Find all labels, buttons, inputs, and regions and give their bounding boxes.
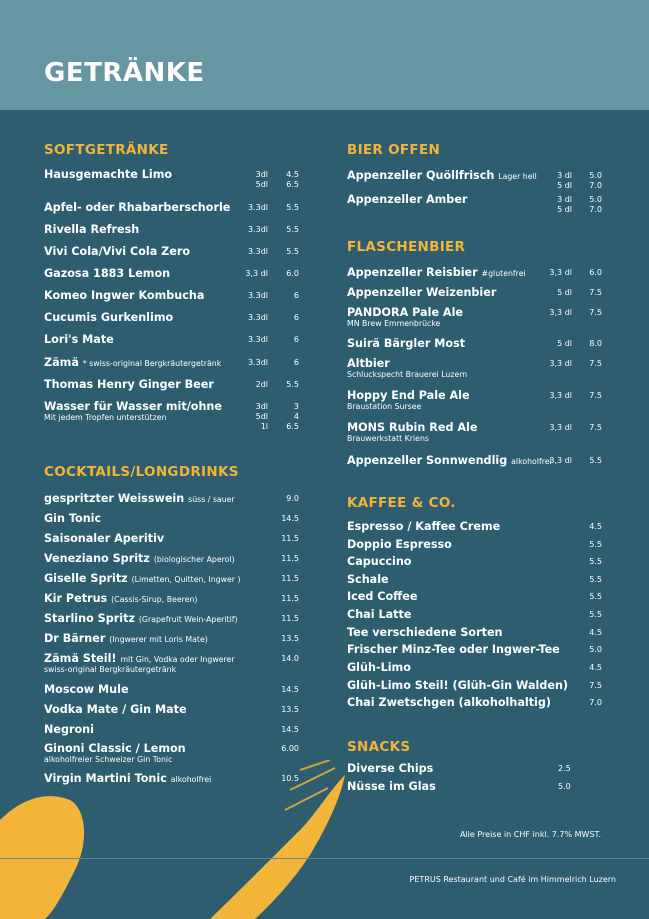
- menu-item: [44, 333, 299, 346]
- item-sizes: [549, 359, 572, 369]
- item-sizes: [248, 313, 268, 323]
- item-name: [44, 492, 299, 505]
- item-price: 7.5: [589, 308, 602, 317]
- venue-name: PETRUS Restaurant und Café im Himmelrich Luzern: [409, 875, 616, 884]
- menu-item: [347, 643, 607, 656]
- item-subtitle: Brauwerkstatt Kriens: [347, 434, 429, 443]
- item-name-text: Doppio Espresso: [347, 538, 452, 551]
- item-sizes: [245, 269, 268, 279]
- item-name-text: Frischer Minz-Tee oder Ingwer-Tee: [347, 643, 560, 656]
- header-band: [0, 0, 649, 110]
- item-name: [44, 723, 299, 736]
- item-sizes: [557, 171, 572, 191]
- item-sizes: [248, 247, 268, 257]
- item-price: 7.5: [589, 423, 602, 432]
- item-prices: [589, 456, 602, 466]
- item-name-text: Saisonaler Aperitiv: [44, 532, 165, 545]
- item-prices: [589, 359, 602, 369]
- item-price: 5.0: [589, 171, 602, 180]
- item-description: (Grapefruit Wein-Aperitif): [138, 615, 238, 624]
- menu-item: [347, 306, 607, 329]
- menu-item: [347, 266, 607, 279]
- menu-item: [44, 592, 299, 605]
- item-price: 7.0: [589, 181, 602, 190]
- item-prices: [294, 358, 299, 368]
- item-price: 5.5: [589, 575, 602, 584]
- menu-item: [347, 696, 607, 709]
- item-sizes: [248, 203, 268, 213]
- item-name: [44, 592, 299, 605]
- menu-item: [347, 337, 607, 350]
- section-title-coffee: KAFFEE & CO.: [347, 495, 456, 511]
- item-name-text: Iced Coffee: [347, 590, 418, 603]
- item-price: 5.5: [589, 610, 602, 619]
- item-sizes: [248, 291, 268, 301]
- item-description: süss / sauer: [188, 495, 235, 504]
- item-price: 11.5: [281, 534, 299, 543]
- item-description: (Cassis-Sirup, Beeren): [111, 595, 198, 604]
- item-sizes: [549, 423, 572, 433]
- item-size: 3.3dl: [247, 225, 268, 234]
- item-size: 5 dl: [557, 205, 572, 214]
- menu-item: [44, 703, 299, 716]
- item-price: 7.5: [589, 288, 602, 297]
- item-name-text: Hausgemachte Limo: [44, 168, 173, 181]
- item-price: 7.5: [589, 681, 602, 690]
- item-price: 6.5: [286, 180, 299, 189]
- item-name: [347, 626, 607, 639]
- item-name-text: Nüsse im Glas: [347, 780, 436, 793]
- menu-item: [347, 780, 607, 793]
- menu-item: [347, 454, 607, 467]
- item-sizes: [256, 170, 268, 190]
- menu-item: [44, 356, 299, 369]
- menu-item: [44, 400, 299, 431]
- item-name: [44, 683, 299, 696]
- item-name-text: Chai Zwetschgen (alkoholhaltig): [347, 696, 552, 709]
- item-prices: [286, 380, 299, 390]
- menu-item: [347, 573, 607, 586]
- item-sizes: [256, 380, 268, 390]
- item-description: alkoholfrei: [170, 775, 212, 784]
- menu-item: [44, 652, 299, 675]
- item-name-text: Appenzeller Sonnwendlig: [347, 454, 508, 467]
- item-name: [44, 532, 299, 545]
- menu-item: [44, 378, 299, 391]
- item-name: [44, 742, 299, 755]
- item-size: 2dl: [255, 380, 268, 389]
- item-prices: [294, 313, 299, 323]
- item-description: #glutenfrei: [481, 269, 526, 278]
- item-sizes: [256, 402, 268, 432]
- menu-item: [347, 679, 607, 692]
- menu-item: [44, 742, 299, 765]
- item-price: 6: [293, 335, 299, 344]
- menu-item: [347, 389, 607, 412]
- item-price: 13.5: [281, 705, 299, 714]
- item-price: 5.5: [589, 592, 602, 601]
- item-price: 5.5: [286, 380, 299, 389]
- item-prices: [589, 195, 602, 215]
- item-price: 14.5: [281, 514, 299, 523]
- menu-item: [347, 762, 607, 775]
- item-price: 5.0: [558, 782, 571, 791]
- item-prices: [589, 288, 602, 298]
- page-title: GETRÄNKE: [44, 58, 205, 88]
- item-name-text: gespritzter Weisswein: [44, 492, 185, 505]
- item-name: [44, 772, 299, 785]
- item-price: 4.5: [589, 663, 602, 672]
- item-name-text: Kir Petrus: [44, 592, 108, 605]
- item-subtitle: alkoholfreier Schweizer Gin Tonic: [44, 755, 173, 764]
- item-prices: [286, 247, 299, 257]
- item-sizes: [557, 288, 572, 298]
- item-name-text: Giselle Spritz: [44, 572, 128, 585]
- item-price: 5.5: [589, 557, 602, 566]
- section-title-snacks: SNACKS: [347, 739, 411, 755]
- item-name-text: Gazosa 1883 Lemon: [44, 267, 171, 280]
- item-price: 4.5: [286, 170, 299, 179]
- menu-item: [347, 421, 607, 444]
- item-price: 5.5: [286, 247, 299, 256]
- item-size: 3.3dl: [247, 203, 268, 212]
- menu-item: [347, 661, 607, 674]
- menu-item: [44, 572, 299, 585]
- item-name: [44, 612, 299, 625]
- item-size: 3,3 dl: [549, 391, 572, 400]
- item-name-text: Espresso / Kaffee Creme: [347, 520, 501, 533]
- item-size: 3,3 dl: [549, 456, 572, 465]
- menu-item: [44, 267, 299, 280]
- item-name-text: Thomas Henry Ginger Beer: [44, 378, 214, 391]
- section-title-beer-tap: BIER OFFEN: [347, 142, 441, 158]
- item-prices: [286, 170, 299, 190]
- item-name: [44, 652, 299, 665]
- item-description: Lager hell: [498, 172, 537, 181]
- menu-item: [347, 538, 607, 551]
- item-price: 11.5: [281, 594, 299, 603]
- item-name: [44, 703, 299, 716]
- item-size: 5 dl: [557, 339, 572, 348]
- item-price: 6.00: [281, 744, 299, 753]
- menu-item: [44, 532, 299, 545]
- item-name-text: Veneziano Spritz: [44, 552, 150, 565]
- menu-item: [347, 626, 607, 639]
- item-price: 14.5: [281, 685, 299, 694]
- item-size: 5dl: [255, 412, 268, 421]
- item-prices: [589, 171, 602, 191]
- item-prices: [286, 402, 299, 432]
- item-size: 5 dl: [557, 181, 572, 190]
- item-price: 7.0: [589, 205, 602, 214]
- item-price: 3: [293, 402, 299, 411]
- item-price: 7.0: [589, 698, 602, 707]
- item-size: 3.3dl: [247, 358, 268, 367]
- menu-item: [44, 168, 299, 189]
- menu-item: [44, 201, 299, 214]
- menu-item: [44, 723, 299, 736]
- item-price: 5.5: [286, 203, 299, 212]
- item-name-text: Altbier: [347, 357, 390, 370]
- item-prices: [286, 225, 299, 235]
- item-price: 5.0: [589, 645, 602, 654]
- menu-item: [44, 311, 299, 324]
- item-name: [347, 590, 607, 603]
- item-price: 14.5: [281, 725, 299, 734]
- item-description: (biologischer Aperol): [153, 555, 235, 564]
- item-name-text: Komeo Ingwer Kombucha: [44, 289, 205, 302]
- menu-item: [44, 683, 299, 696]
- footer-divider: [0, 858, 649, 859]
- item-price: 4: [293, 412, 299, 421]
- item-name-text: Wasser für Wasser mit/ohne: [44, 400, 222, 413]
- item-name: [44, 552, 299, 565]
- item-prices: [286, 203, 299, 213]
- item-price: 5.5: [589, 456, 602, 465]
- item-subtitle: Schluckspecht Brauerei Luzern: [347, 370, 468, 379]
- item-name-text: Appenzeller Reisbier: [347, 266, 478, 279]
- item-name: [347, 608, 607, 621]
- item-name: [347, 661, 607, 674]
- item-name: [44, 512, 299, 525]
- item-prices: [589, 391, 602, 401]
- item-price: 11.5: [281, 554, 299, 563]
- item-price: 8.0: [589, 339, 602, 348]
- item-size: 3dl: [255, 170, 268, 179]
- item-name-text: Appenzeller Quöllfrisch: [347, 169, 495, 182]
- item-subtitle: swiss-original Bergkräutergetränk: [44, 665, 177, 674]
- item-description: (Limetten, Quitten, Ingwer ): [131, 575, 241, 584]
- item-price: 4.5: [589, 628, 602, 637]
- item-price: 6: [293, 291, 299, 300]
- item-name: [347, 696, 607, 709]
- item-name-text: Glüh-Limo: [347, 661, 411, 674]
- item-sizes: [549, 456, 572, 466]
- item-name: [347, 555, 607, 568]
- item-name-text: MONS Rubin Red Ale: [347, 421, 478, 434]
- item-name-text: Glüh-Limo Steil! (Glüh-Gin Walden): [347, 679, 569, 692]
- item-price: 11.5: [281, 614, 299, 623]
- item-price: 6.5: [286, 422, 299, 431]
- item-price: 5.5: [286, 225, 299, 234]
- item-sizes: [549, 391, 572, 401]
- item-name-text: Starlino Spritz: [44, 612, 135, 625]
- item-name-text: Virgin Martini Tonic: [44, 772, 167, 785]
- item-name-text: Appenzeller Amber: [347, 193, 468, 206]
- item-size: 3,3 dl: [549, 268, 572, 277]
- item-price: 5.0: [589, 195, 602, 204]
- menu-item: [44, 289, 299, 302]
- item-name-text: Rivella Refresh: [44, 223, 140, 236]
- item-name-text: Zämä Steil!: [44, 652, 117, 665]
- item-price: 5.5: [589, 540, 602, 549]
- menu-item: [347, 590, 607, 603]
- menu-item: [44, 245, 299, 258]
- item-name-text: Vodka Mate / Gin Mate: [44, 703, 187, 716]
- item-size: 1l: [260, 422, 268, 431]
- menu-item: [44, 632, 299, 645]
- item-size: 3,3 dl: [549, 308, 572, 317]
- item-prices: [589, 339, 602, 349]
- item-sizes: [248, 358, 268, 368]
- menu-item: [44, 512, 299, 525]
- item-sizes: [557, 195, 572, 215]
- item-price: 14.0: [281, 654, 299, 663]
- item-name: [347, 538, 607, 551]
- item-sizes: [549, 308, 572, 318]
- item-size: 3dl: [255, 402, 268, 411]
- item-subtitle: Mit jedem Tropfen unterstützen: [44, 413, 167, 422]
- item-prices: [294, 291, 299, 301]
- item-prices: [294, 335, 299, 345]
- menu-item: [347, 608, 607, 621]
- item-sizes: [549, 268, 572, 278]
- item-name-text: Schale: [347, 573, 389, 586]
- item-name-text: Vivi Cola/Vivi Cola Zero: [44, 245, 191, 258]
- item-name-text: Suirä Bärgler Most: [347, 337, 466, 350]
- menu-item: [347, 357, 607, 380]
- item-name-text: Diverse Chips: [347, 762, 434, 775]
- item-name-text: Hoppy End Pale Ale: [347, 389, 470, 402]
- item-name-text: Lori's Mate: [44, 333, 114, 346]
- item-name-text: Appenzeller Weizenbier: [347, 286, 497, 299]
- item-name: [347, 573, 607, 586]
- item-name-text: Moscow Mule: [44, 683, 129, 696]
- item-size: 3 dl: [557, 195, 572, 204]
- item-price: 6: [293, 313, 299, 322]
- item-name-text: Cucumis Gurkenlimo: [44, 311, 174, 324]
- item-price: 13.5: [281, 634, 299, 643]
- item-price: 6: [293, 358, 299, 367]
- section-title-bottled-beer: FLASCHENBIER: [347, 239, 466, 255]
- item-name-text: Ginoni Classic / Lemon: [44, 742, 186, 755]
- item-sizes: [248, 335, 268, 345]
- item-size: 3,3 dl: [549, 359, 572, 368]
- menu-item: [44, 552, 299, 565]
- item-price: 2.5: [558, 764, 571, 773]
- menu-item: [347, 555, 607, 568]
- item-name-text: Zämä: [44, 356, 79, 369]
- item-size: 3.3dl: [247, 291, 268, 300]
- item-name: [347, 643, 607, 656]
- item-price: 7.5: [589, 391, 602, 400]
- item-name: [347, 679, 607, 692]
- menu-item: [347, 169, 607, 190]
- item-price: 6.0: [589, 268, 602, 277]
- item-description: (Ingwerer mit Loris Mate): [109, 635, 208, 644]
- item-price: 9.0: [286, 494, 299, 503]
- item-price: 11.5: [281, 574, 299, 583]
- menu-item: [347, 193, 607, 214]
- item-description: alkoholfrei: [511, 457, 552, 466]
- menu-item: [347, 286, 607, 299]
- item-size: 3,3 dl: [245, 269, 268, 278]
- item-subtitle: MN Brew Emmenbrücke: [347, 319, 441, 328]
- menu-item: [44, 492, 299, 505]
- item-name-text: Negroni: [44, 723, 94, 736]
- item-price: 10.5: [281, 774, 299, 783]
- item-name: [347, 520, 607, 533]
- item-name-text: PANDORA Pale Ale: [347, 306, 464, 319]
- item-sizes: [248, 225, 268, 235]
- menu-item: [44, 223, 299, 236]
- item-size: 3.3dl: [247, 313, 268, 322]
- item-description: mit Gin, Vodka oder Ingwerer: [120, 655, 235, 664]
- item-size: 5 dl: [557, 288, 572, 297]
- item-name: [44, 632, 299, 645]
- item-name-text: Tee verschiedene Sorten: [347, 626, 503, 639]
- item-size: 3.3dl: [247, 247, 268, 256]
- price-note: Alle Preise in CHF inkl. 7.7% MWST.: [459, 830, 601, 839]
- item-name-text: Chai Latte: [347, 608, 412, 621]
- item-price: 4.5: [589, 522, 602, 531]
- section-title-softdrinks: SOFTGETRÄNKE: [44, 142, 169, 158]
- item-subtitle: Braustation Sursee: [347, 402, 422, 411]
- item-name: [44, 572, 299, 585]
- menu-item: [44, 772, 299, 785]
- item-size: 3.3dl: [247, 335, 268, 344]
- item-description: * swiss-original Bergkräutergetränk: [82, 359, 222, 368]
- item-name-text: Apfel- oder Rhabarberschorle: [44, 201, 231, 214]
- item-name-text: Capuccino: [347, 555, 412, 568]
- item-name-text: Dr Bärner: [44, 632, 106, 645]
- item-prices: [286, 269, 299, 279]
- section-title-cocktails: COCKTAILS/LONGDRINKS: [44, 464, 239, 480]
- item-size: 3 dl: [557, 171, 572, 180]
- item-name-text: Gin Tonic: [44, 512, 102, 525]
- item-size: 5dl: [255, 180, 268, 189]
- menu-item: [347, 520, 607, 533]
- item-prices: [589, 423, 602, 433]
- menu-item: [44, 612, 299, 625]
- item-prices: [589, 308, 602, 318]
- item-price: 7.5: [589, 359, 602, 368]
- item-size: 3,3 dl: [549, 423, 572, 432]
- item-prices: [589, 268, 602, 278]
- item-price: 6.0: [286, 269, 299, 278]
- item-sizes: [557, 339, 572, 349]
